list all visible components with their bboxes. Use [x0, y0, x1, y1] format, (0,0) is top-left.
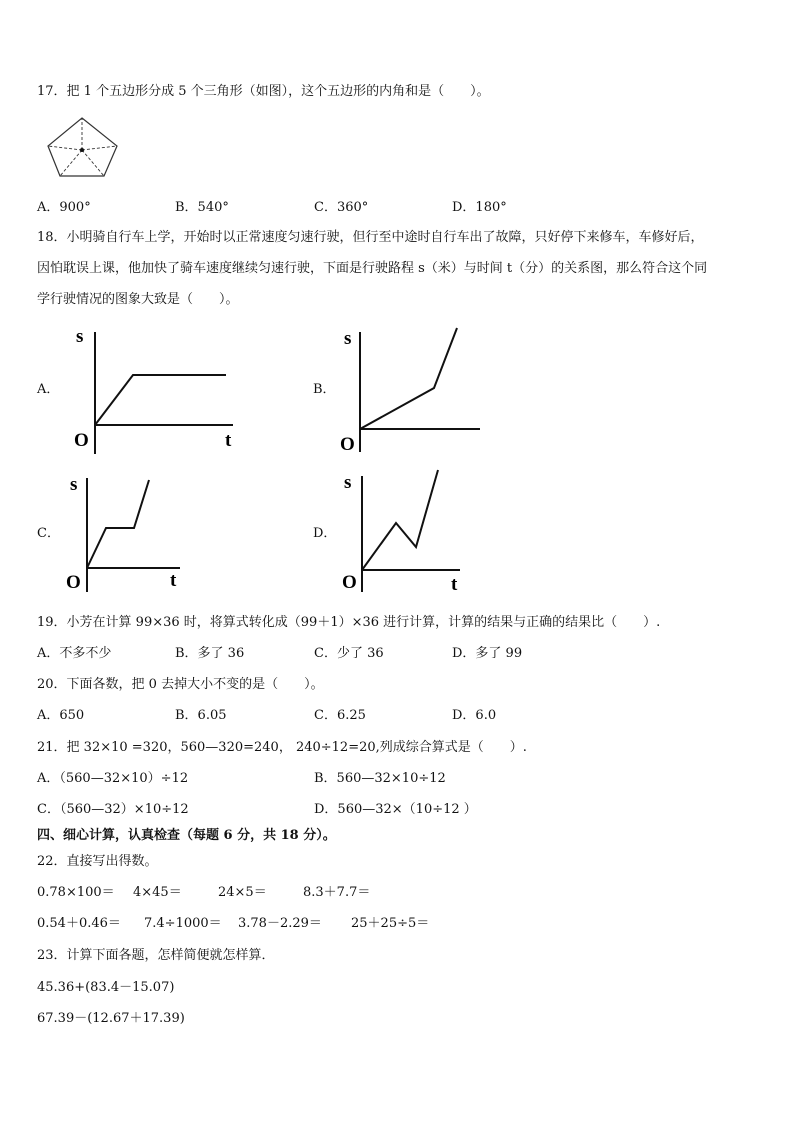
- question-23-text: 23．计算下面各题，怎样简便就怎样算．: [37, 948, 275, 963]
- pentagon-outline: [48, 118, 117, 176]
- graph-d-s-label: s: [344, 472, 352, 493]
- q17-option-b[interactable]: B．540°: [175, 200, 229, 215]
- q23-item-2: 67.39－(12.67＋17.39): [37, 1011, 185, 1026]
- graph-d-origin-label: O: [342, 572, 357, 593]
- q18-graph-d[interactable]: [338, 468, 468, 596]
- q20-option-b[interactable]: B．6.05: [175, 708, 227, 723]
- q17-option-c[interactable]: C．360°: [314, 200, 369, 215]
- q21-option-a[interactable]: A．（560—32×10）÷12: [37, 771, 189, 786]
- q22-expr-7: 3.78－2.29＝: [238, 916, 322, 931]
- q22-expr-5: 0.54＋0.46＝: [37, 916, 121, 931]
- q21-option-c[interactable]: C．（560—32）×10÷12: [37, 802, 189, 817]
- q22-expr-8: 25＋25÷5＝: [351, 916, 430, 931]
- graph-c-origin-label: O: [66, 572, 81, 593]
- q18-graph-b[interactable]: [338, 324, 488, 456]
- q18-option-a-label[interactable]: A．: [37, 382, 60, 397]
- q22-expr-1: 0.78×100＝: [37, 885, 115, 900]
- q21-option-d[interactable]: D．560—32×（10÷12 ）: [314, 802, 477, 817]
- q22-expr-3: 24×5＝: [218, 885, 267, 900]
- q22-expr-4: 8.3＋7.7＝: [303, 885, 371, 900]
- q18-graph-a[interactable]: [68, 322, 248, 457]
- question-17-text: 17．把 1 个五边形分成 5 个三角形（如图），这个五边形的内角和是（ ）。: [37, 84, 490, 99]
- question-19-text: 19．小芳在计算 99×36 时，将算式转化成（99＋1）×36 进行计算，计算的结果与正确的结果比（ ）.: [37, 615, 661, 630]
- q19-option-a[interactable]: A．不多不少: [37, 646, 112, 661]
- question-18-line-1: 18．小明骑自行车上学，开始时以正常速度匀速行驶，但行至中途时自行车出了故障，只好停下来修车，车修好后，: [37, 230, 704, 245]
- graph-a-origin-label: O: [74, 430, 89, 451]
- question-18-line-3: 学行驶情况的图象大致是（ ）。: [37, 292, 239, 307]
- graph-c-t-label: t: [170, 570, 177, 591]
- q18-option-d-label[interactable]: D．: [313, 526, 337, 541]
- pentagon-dashed-lines: [48, 118, 117, 176]
- q19-option-c[interactable]: C．少了 36: [314, 646, 384, 661]
- graph-b-s-label: s: [344, 328, 352, 349]
- question-18-line-2: 因怕耽误上课，他加快了骑车速度继续匀速行驶，下面是行驶路程 s（米）与时间 t（分）的关系图，那么符合这个同: [37, 261, 708, 276]
- question-21-text: 21．把 32×10 =320，560—320=240， 240÷12=20,列成综合算式是（ ）.: [37, 740, 527, 755]
- graph-a-s-label: s: [76, 326, 84, 347]
- q21-option-b[interactable]: B．560—32×10÷12: [314, 771, 446, 786]
- q18-graph-c[interactable]: [62, 470, 192, 595]
- question-20-text: 20．下面各数，把 0 去掉大小不变的是（ ）。: [37, 677, 324, 692]
- q20-option-a[interactable]: A．650: [37, 708, 85, 723]
- q22-expr-2: 4×45＝: [133, 885, 182, 900]
- q18-option-b-label[interactable]: B．: [313, 382, 336, 397]
- q18-option-c-label[interactable]: C．: [37, 526, 60, 541]
- q19-option-b[interactable]: B．多了 36: [175, 646, 245, 661]
- q19-option-d[interactable]: D．多了 99: [452, 646, 523, 661]
- q22-expr-6: 7.4÷1000＝: [144, 916, 222, 931]
- section-4-heading: 四、细心计算，认真检查（每题 6 分，共 18 分）。: [37, 828, 336, 843]
- pentagon-figure: [44, 114, 122, 180]
- q17-option-a[interactable]: A．900°: [37, 200, 91, 215]
- graph-c-s-label: s: [70, 474, 78, 495]
- q17-option-d[interactable]: D．180°: [452, 200, 507, 215]
- graph-b-origin-label: O: [340, 434, 355, 455]
- q20-option-c[interactable]: C．6.25: [314, 708, 366, 723]
- pentagon-center-point: [80, 148, 84, 152]
- q20-option-d[interactable]: D．6.0: [452, 708, 497, 723]
- graph-a-t-label: t: [225, 430, 232, 451]
- graph-d-t-label: t: [451, 574, 458, 595]
- question-22-text: 22．直接写出得数。: [37, 854, 158, 869]
- q23-item-1: 45.36+(83.4－15.07): [37, 980, 175, 995]
